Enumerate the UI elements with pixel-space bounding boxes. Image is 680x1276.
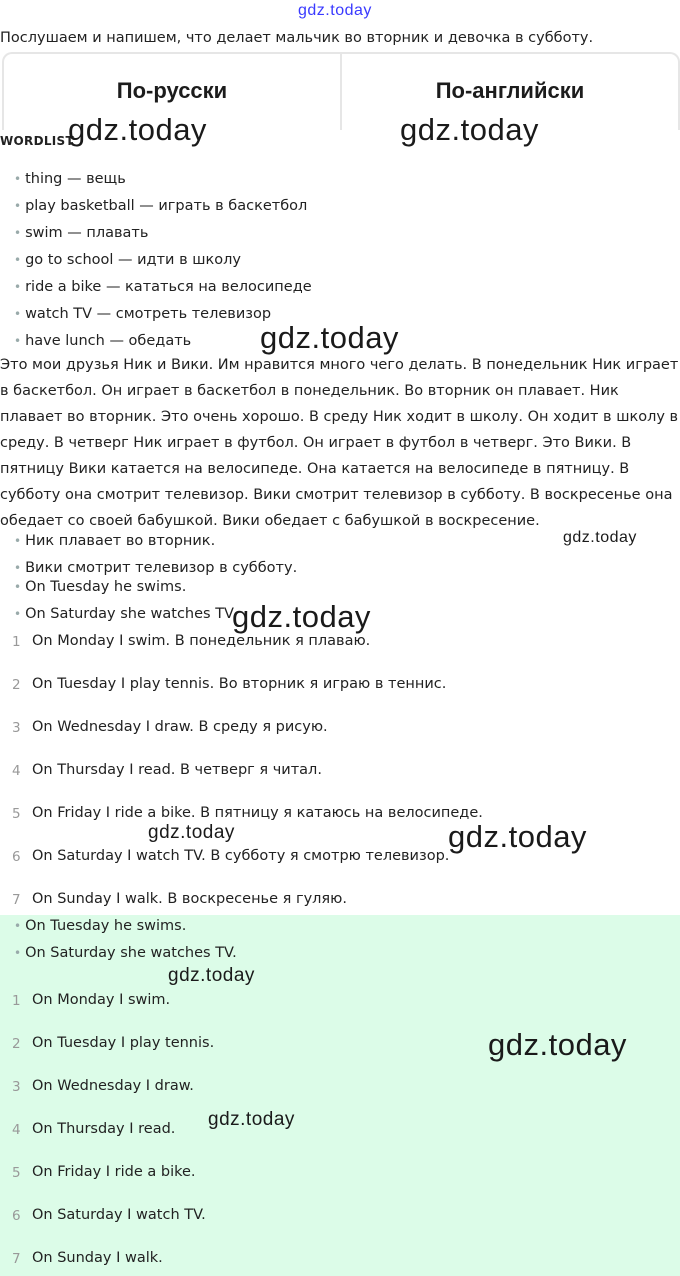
list-item: On Friday I ride a bike. В пятницу я катаюсь на велосипеде. <box>32 805 483 821</box>
list-number: 6 <box>12 1208 21 1224</box>
answer-item: • On Tuesday he swims. <box>14 579 186 595</box>
wordlist-item: • swim — плавать <box>14 225 148 241</box>
answer-item: • On Saturday she watches TV. <box>14 945 237 961</box>
list-number: 7 <box>12 892 21 908</box>
watermark: gdz.today <box>260 320 399 355</box>
wordlist-item: • thing — вещь <box>14 171 126 187</box>
list-item: On Saturday I watch TV. <box>32 1207 206 1223</box>
wordlist-item: • go to school — идти в школу <box>14 252 241 268</box>
tab-russian[interactable]: По-русски <box>116 78 228 103</box>
answer-item: • On Saturday she watches TV. <box>14 606 237 622</box>
watermark: gdz.today <box>168 965 255 986</box>
watermark: gdz.today <box>400 112 539 147</box>
task-instruction: Послушаем и напишем, что делает мальчик во вторник и девочка в субботу. <box>0 30 594 46</box>
list-item: On Monday I swim. В понедельник я плаваю. <box>32 633 371 649</box>
list-item: On Wednesday I draw. <box>32 1078 194 1094</box>
list-number: 2 <box>12 1036 21 1052</box>
watermark: gdz.today <box>563 529 637 546</box>
list-number: 3 <box>12 720 21 736</box>
list-number: 1 <box>12 993 21 1009</box>
list-item: On Sunday I walk. В воскресенье я гуляю. <box>32 891 347 907</box>
list-item: On Saturday I watch TV. В субботу я смотрю телевизор. <box>32 848 450 864</box>
list-number: 3 <box>12 1079 21 1095</box>
wordlist-item: • ride a bike — кататься на велосипеде <box>14 279 312 295</box>
list-number: 4 <box>12 1122 21 1138</box>
watermark: gdz.today <box>148 822 235 843</box>
list-number: 1 <box>12 634 21 650</box>
wordlist-item: • have lunch — обедать <box>14 333 191 349</box>
list-item: On Thursday I read. <box>32 1121 176 1137</box>
list-number: 5 <box>12 1165 21 1181</box>
tab-english[interactable]: По-английски <box>340 54 678 130</box>
wordlist-item: • play basketball — играть в баскетбол <box>14 198 307 214</box>
watermark: gdz.today <box>232 599 371 634</box>
watermark: gdz.today <box>488 1027 627 1062</box>
watermark: gdz.today <box>68 112 207 147</box>
list-number: 4 <box>12 763 21 779</box>
watermark: gdz.today <box>298 2 372 19</box>
answer-item: • On Tuesday he swims. <box>14 918 186 934</box>
wordlist-heading: WORDLIST <box>0 134 74 148</box>
list-item: On Monday I swim. <box>32 992 171 1008</box>
list-item: On Tuesday I play tennis. Во вторник я играю в теннис. <box>32 676 447 692</box>
watermark: gdz.today <box>208 1109 295 1130</box>
list-item: On Sunday I walk. <box>32 1250 163 1266</box>
wordlist-item: • watch TV — смотреть телевизор <box>14 306 271 322</box>
list-item: On Wednesday I draw. В среду я рисую. <box>32 719 328 735</box>
watermark: gdz.today <box>448 819 587 854</box>
list-item: On Friday I ride a bike. <box>32 1164 196 1180</box>
reading-text: Это мои друзья Ник и Вики. Им нравится много чего делать. В понедельник Ник играет в баскетбол. Он играет в баскетбол в понедельник. Во вторник он плавает. Ник плавает во вторник. Это очень хорошо. В среду Ник ходит в школу. Он ходит в школу в среду. В четверг Ник играет в футбол. Он играет в футбол в четверг. Это Вики. В пятницу Вики катается на велосипеде. Она катается на велосипеде в пятницу. В субботу она смотрит телевизор. Вики смотрит телевизор в субботу. В воскресенье она обедает со своей бабушкой. Вики обедает с бабушкой в воскресение. <box>0 357 679 529</box>
answer-item: • Ник плавает во вторник. <box>14 533 215 549</box>
list-number: 7 <box>12 1251 21 1267</box>
answer-item: • Вики смотрит телевизор в субботу. <box>14 560 297 576</box>
list-number: 5 <box>12 806 21 822</box>
list-number: 6 <box>12 849 21 865</box>
list-number: 2 <box>12 677 21 693</box>
list-item: On Thursday I read. В четверг я читал. <box>32 762 322 778</box>
list-item: On Tuesday I play tennis. <box>32 1035 215 1051</box>
